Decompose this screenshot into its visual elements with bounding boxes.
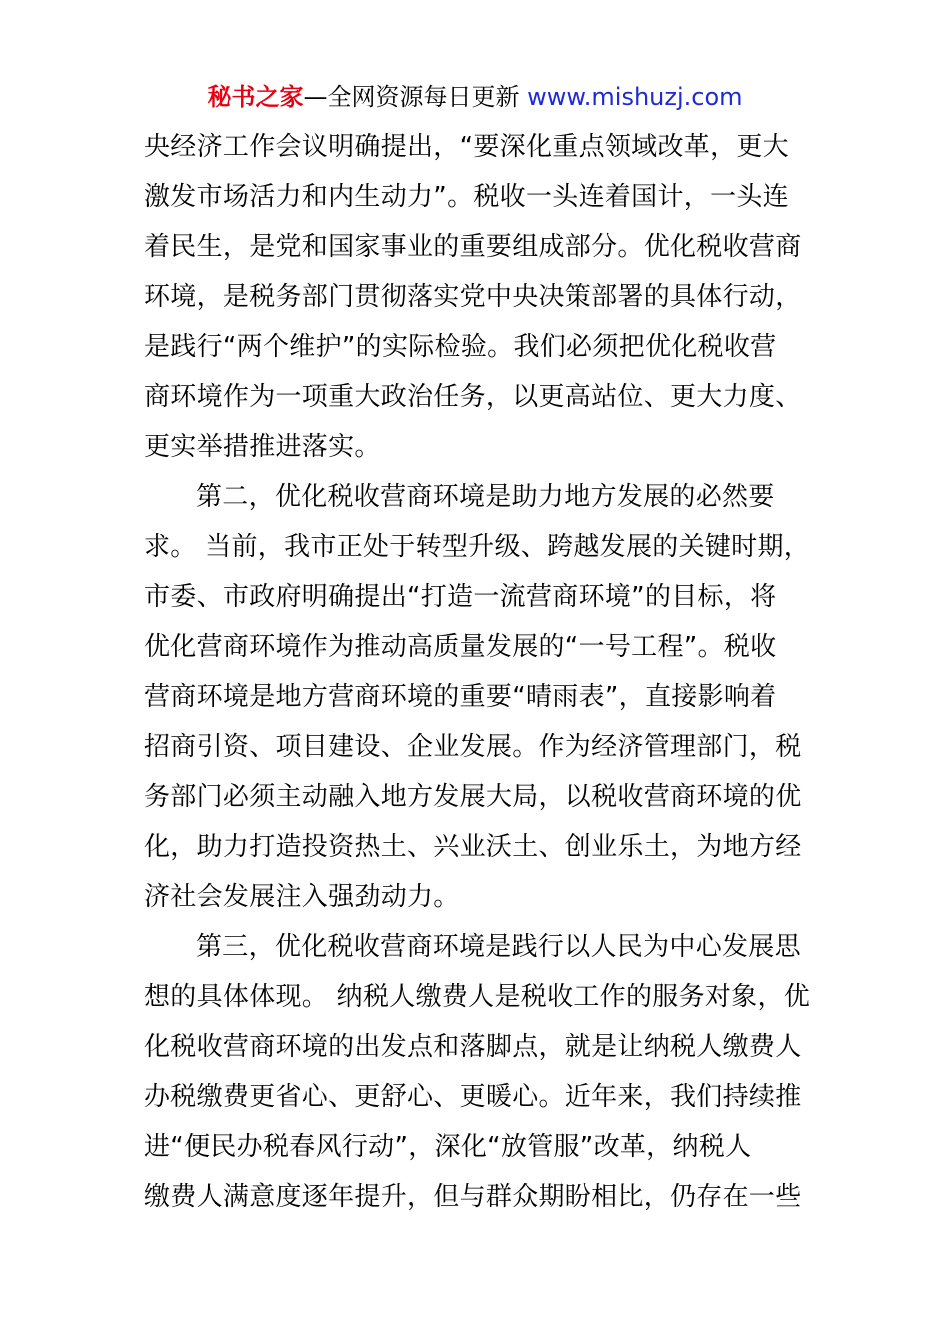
text-line: 激发市场活力和内生动力”。税收一头连着国计，一头连 bbox=[144, 182, 789, 212]
paragraph-start-line: 第二，优化税收营商环境是助力地方发展的必然要 bbox=[196, 482, 775, 512]
document-body bbox=[144, 122, 811, 1222]
text-line: 进“便民办税春风行动”，深化“放管服”改革，纳税人 bbox=[144, 1132, 752, 1162]
header-tagline: —全网资源每日更新 bbox=[303, 83, 520, 111]
brand-name: 秘书之家 bbox=[207, 83, 304, 111]
text-line: 环境，是税务部门贯彻落实党中央决策部署的具体行动， bbox=[144, 282, 802, 312]
site-header bbox=[0, 82, 950, 112]
text-line: 缴费人满意度逐年提升，但与群众期盼相比，仍存在一些 bbox=[144, 1182, 802, 1212]
text-line: 更实举措推进落实。 bbox=[144, 432, 381, 462]
text-line: 办税缴费更省心、更舒心、更暖心。近年来，我们持续推 bbox=[144, 1082, 802, 1112]
text-line: 央经济工作会议明确提出，“要深化重点领域改革，更大 bbox=[144, 132, 789, 162]
text-line: 化税收营商环境的出发点和落脚点，就是让纳税人缴费人 bbox=[144, 1032, 802, 1062]
text-line: 化，助力打造投资热土、兴业沃土、创业乐土，为地方经 bbox=[144, 832, 802, 862]
text-line: 商环境作为一项重大政治任务，以更高站位、更大力度、 bbox=[144, 382, 802, 412]
text-line: 营商环境是地方营商环境的重要“晴雨表”，直接影响着 bbox=[144, 682, 777, 712]
site-url-link[interactable]: www.mishuzj.com bbox=[527, 83, 743, 111]
text-line: 优化营商环境作为推动高质量发展的“一号工程”。税收 bbox=[144, 632, 777, 662]
paragraph-start-line: 第三，优化税收营商环境是践行以人民为中心发展思 bbox=[196, 932, 801, 962]
text-line: 务部门必须主动融入地方发展大局，以税收营商环境的优 bbox=[144, 782, 802, 812]
text-line: 济社会发展注入强劲动力。 bbox=[144, 882, 460, 912]
text-line: 是践行“两个维护”的实际检验。我们必须把优化税收营 bbox=[144, 332, 777, 362]
text-line: 招商引资、项目建设、企业发展。作为经济管理部门，税 bbox=[144, 732, 802, 762]
text-line: 市委、市政府明确提出“打造一流营商环境”的目标，将 bbox=[144, 582, 777, 612]
text-line: 着民生，是党和国家事业的重要组成部分。优化税收营商 bbox=[144, 232, 802, 262]
text-line: 想的具体体现。 纳税人缴费人是税收工作的服务对象，优 bbox=[144, 982, 811, 1012]
text-line: 求。 当前，我市正处于转型升级、跨越发展的关键时期， bbox=[144, 532, 811, 562]
